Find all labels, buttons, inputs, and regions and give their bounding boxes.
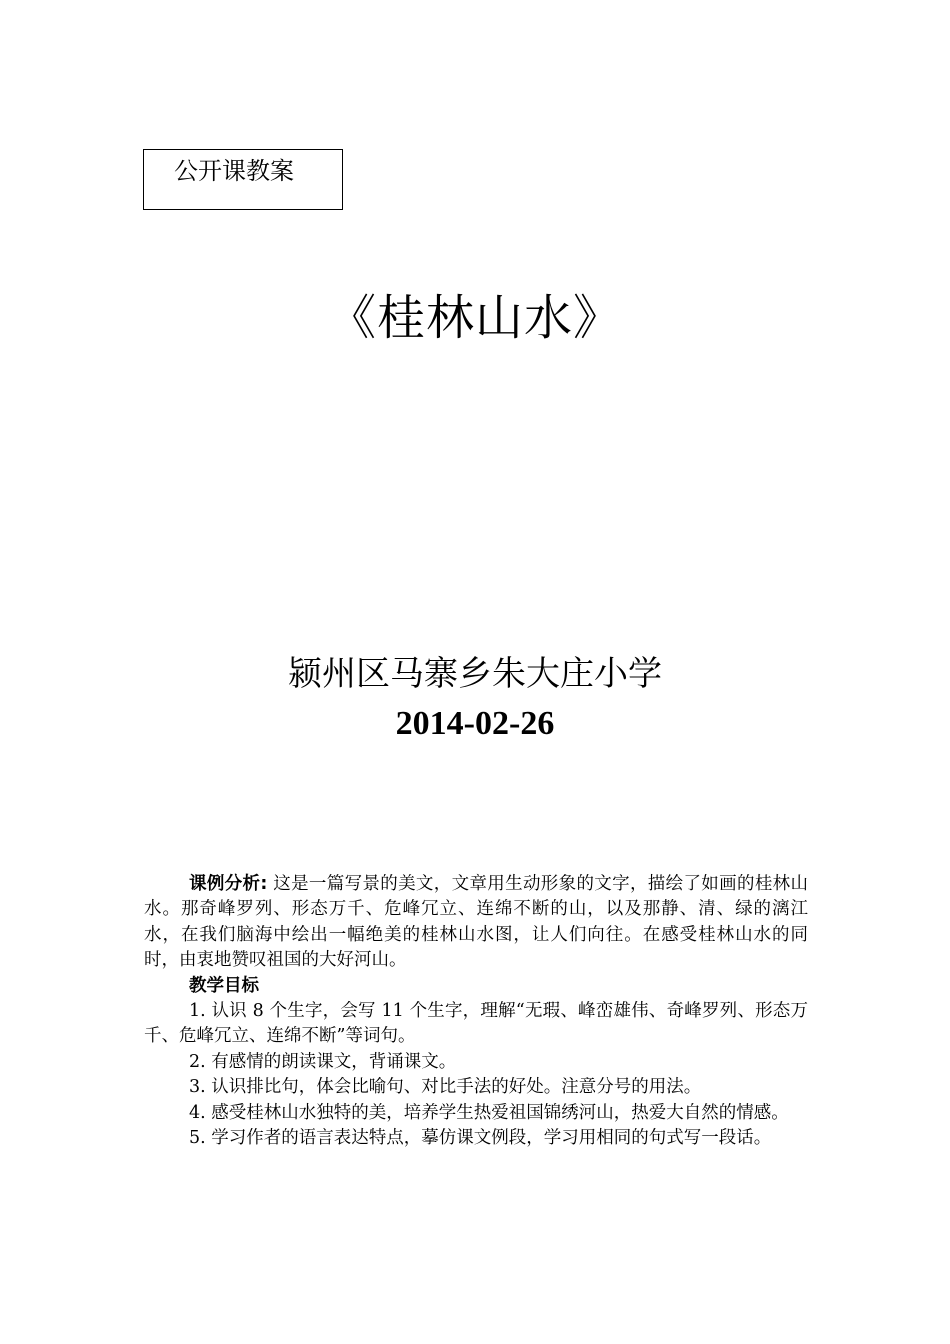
school-name: 颍州区马寨乡朱大庄小学 xyxy=(288,654,662,694)
goal-item-5: 5. 学习作者的语言表达特点，摹仿课文例段，学习用相同的句式写一段话。 xyxy=(189,1128,772,1149)
lesson-title: 《桂林山水》 xyxy=(327,290,622,346)
goal-item-2: 2. 有感情的朗读课文，背诵课文。 xyxy=(189,1051,457,1072)
goal-item-3: 3. 认识排比句，体会比喻句、对比手法的好处。注意分号的用法。 xyxy=(189,1077,702,1098)
lesson-type-label: 公开课教案 xyxy=(143,149,343,210)
analysis-heading: 课例分析: xyxy=(189,874,268,894)
lesson-date: 2014-02-26 xyxy=(395,705,555,742)
analysis-paragraph xyxy=(144,872,808,974)
goal-item-4: 4. 感受桂林山水独特的美，培养学生热爱祖国锦绣河山，热爱大自然的情感。 xyxy=(189,1102,789,1123)
goals-heading: 教学目标 xyxy=(189,975,259,996)
goal-item-1: 1. 认识 8 个生字，会写 11 个生字，理解“无瑕、峰峦雄伟、奇峰罗列、形态万千、危峰冗立、连绵不断”等词句。 xyxy=(144,1001,808,1047)
lesson-body xyxy=(144,872,808,1151)
analysis-text: 这是一篇写景的美文，文章用生动形象的文字，描绘了如画的桂林山水。那奇峰罗列、形态万千、危峰冗立、连绵不断的山，以及那静、清、绿的漓江水，在我们脑海中绘出一幅绝美的桂林山水图，让人们向往。在感受桂林山水的同时，由衷地赞叹祖国的大好河山。 xyxy=(144,874,808,971)
